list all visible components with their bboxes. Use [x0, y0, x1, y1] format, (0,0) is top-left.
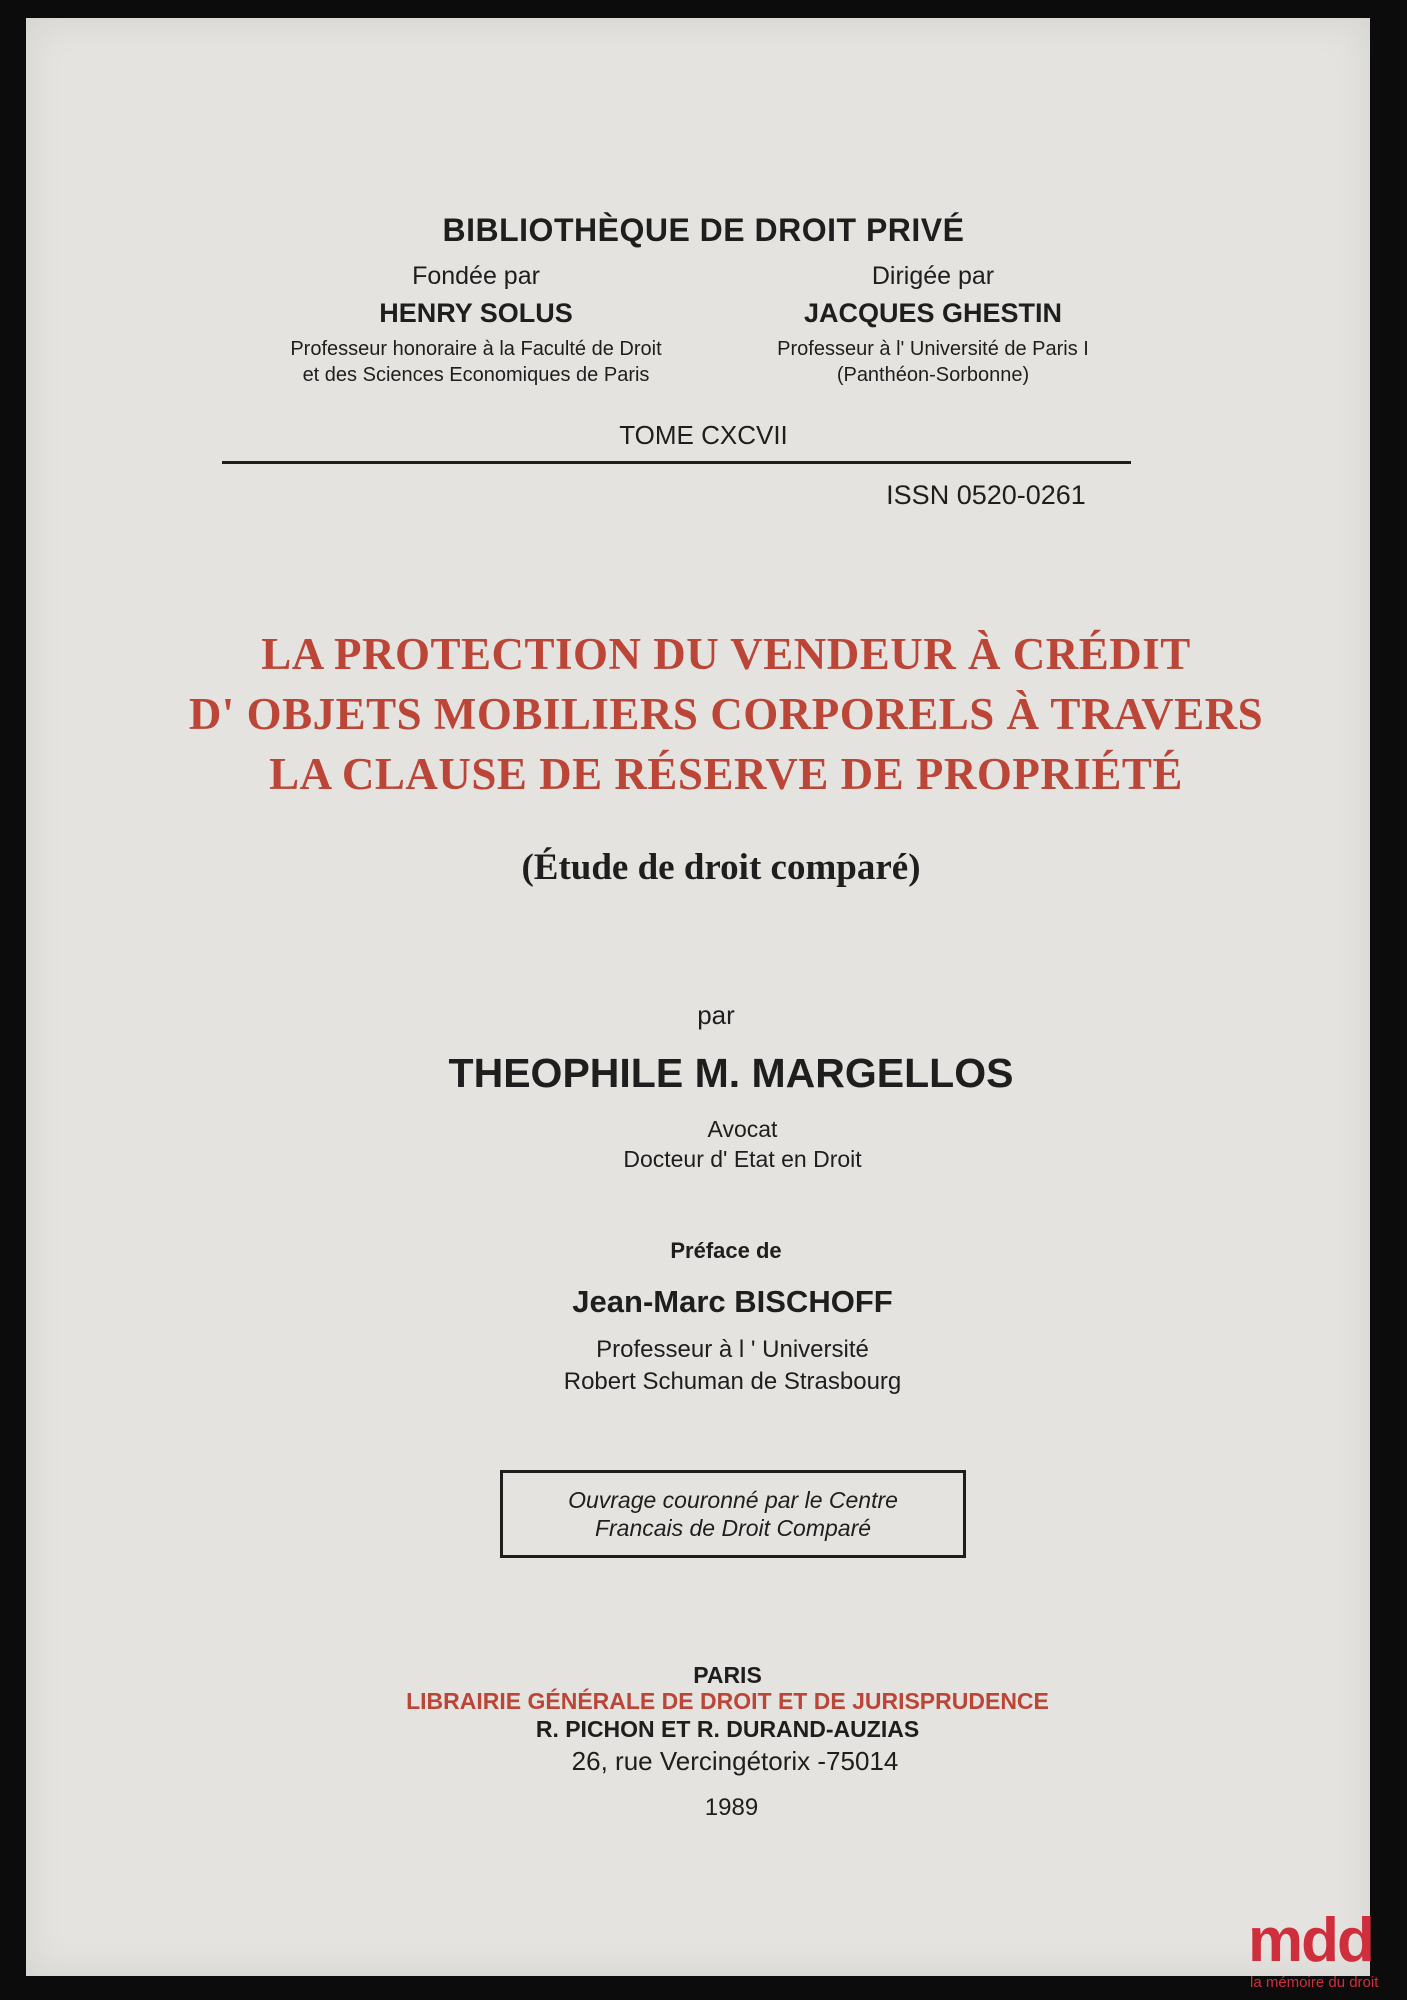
- award-line1: Ouvrage couronné par le Centre: [568, 1487, 898, 1513]
- publisher-city: PARIS: [693, 1662, 762, 1688]
- book-title-line2: D' OBJETS MOBILIERS CORPORELS À TRAVERS: [188, 689, 1264, 739]
- director-desc-line1: Professeur à l' Université de Paris I: [777, 338, 1089, 360]
- book-subtitle: (Étude de droit comparé): [521, 847, 921, 888]
- author-role: [26, 1114, 1407, 1174]
- publication-year: 1989: [704, 1794, 759, 1821]
- preface-author-role: [26, 1334, 1407, 1398]
- publisher-owners: R. PICHON ET R. DURAND-AUZIAS: [535, 1716, 920, 1742]
- book-title-line1: LA PROTECTION DU VENDEUR À CRÉDIT: [261, 629, 1191, 679]
- issn: ISSN 0520-0261: [886, 480, 1086, 510]
- mdd-logo-text: mdd: [1248, 1906, 1373, 1975]
- series-title: BIBLIOTHÈQUE DE DROIT PRIVÉ: [442, 212, 965, 248]
- founder-desc-line1: Professeur honoraire à la Faculté de Droit: [290, 338, 662, 360]
- founder-name: HENRY SOLUS: [379, 298, 573, 328]
- founder-desc-line2: et des Sciences Economiques de Paris: [302, 364, 650, 386]
- award-line2: Francais de Droit Comparé: [594, 1515, 872, 1541]
- book-title-line3: LA CLAUSE DE RÉSERVE DE PROPRIÉTÉ: [269, 749, 1183, 799]
- book-cover: [26, 18, 1370, 1976]
- horizontal-rule: [222, 461, 1131, 464]
- author-name: THEOPHILE M. MARGELLOS: [448, 1050, 1014, 1096]
- preface-role-line1: Professeur à l ' Université: [596, 1336, 869, 1363]
- author-role-line2: Docteur d' Etat en Droit: [623, 1146, 862, 1172]
- preface-author-name: Jean-Marc BISCHOFF: [572, 1284, 893, 1319]
- by-label: par: [697, 1000, 735, 1030]
- award-box: [500, 1470, 966, 1558]
- preface-label: Préface de: [670, 1238, 782, 1263]
- director-name: JACQUES GHESTIN: [803, 298, 1063, 328]
- director-label: Dirigée par: [871, 262, 995, 290]
- founder-label: Fondée par: [412, 262, 540, 290]
- director-block: [653, 258, 1213, 388]
- mdd-logo-tagline: la mémoire du droit: [1250, 1974, 1379, 1991]
- director-desc-line2: (Panthéon-Sorbonne): [836, 364, 1030, 386]
- publisher-address: 26, rue Vercingétorix -75014: [571, 1746, 899, 1776]
- tome-number: TOME CXCVII: [619, 420, 788, 450]
- author-role-line1: Avocat: [707, 1116, 778, 1142]
- publisher-name: LIBRAIRIE GÉNÉRALE DE DROIT ET DE JURISPRUDENCE: [406, 1688, 1049, 1714]
- preface-role-line2: Robert Schuman de Strasbourg: [563, 1368, 902, 1395]
- book-title: [26, 624, 1407, 804]
- mdd-logo-watermark: [1248, 1906, 1398, 1992]
